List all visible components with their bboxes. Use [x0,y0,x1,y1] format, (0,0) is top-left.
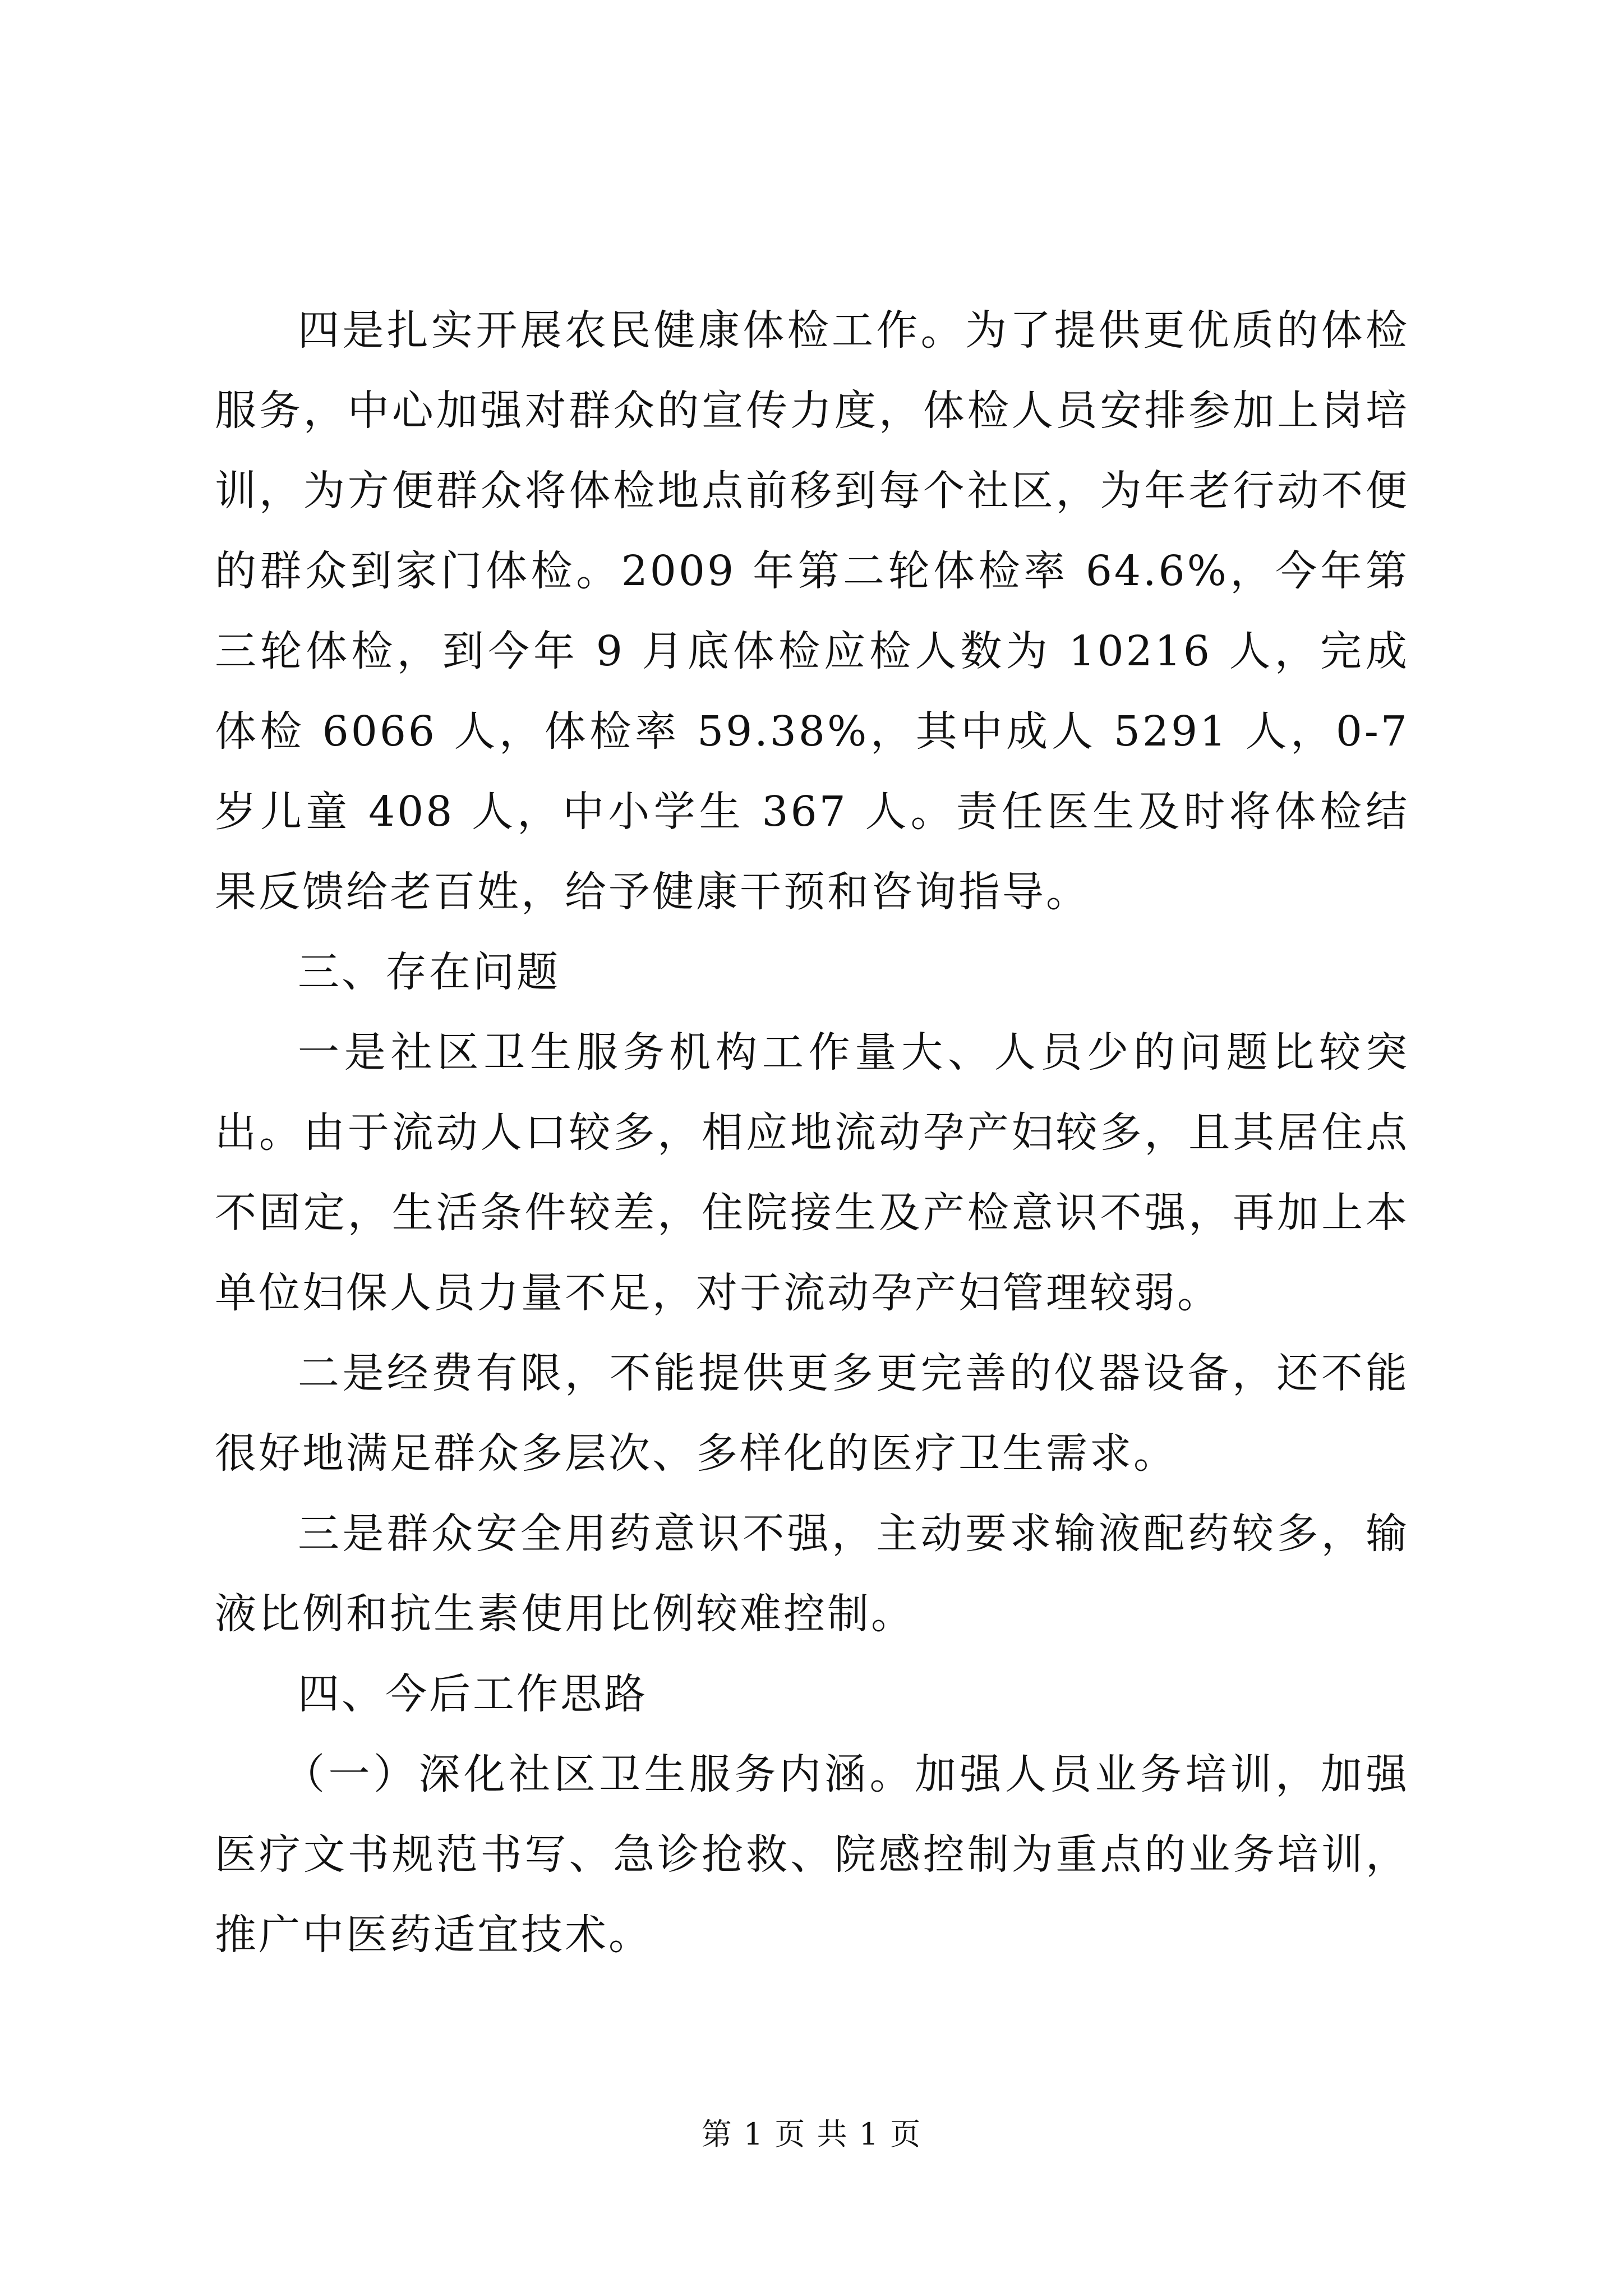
page-footer: 第 1 页 共 1 页 [701,2116,922,2152]
section-heading-problems: 三、存在问题 [298,948,560,996]
document-body [215,291,1409,1975]
paragraph-problem-medication: 三是群众安全用药意识不强，主动要求输液配药较多，输液比例和抗生素使用比例较难控制。 [215,1510,1409,1638]
paragraph-health-checkup: 四是扎实开展农民健康体检工作。为了提供更优质的体检服务，中心加强对群众的宣传力度，体检人员安排参加上岗培训，为方便群众将体检地点前移到每个社区，为年老行动不便的群众到家门体检。2009 年第二轮体检率 64.6%，今年第三轮体检，到今年 9 月底体检应检人数为 10216 人，完成体检 6066 人，体检率 59.38%，其中成人 5291 人，0-7 岁儿童 408 人，中小学生 367 人。责任医生及时将体检结果反馈给老百姓，给予健康干预和咨询指导。 [215,306,1409,916]
paragraph-problem-funding: 二是经费有限，不能提供更多更完善的仪器设备，还不能很好地满足群众多层次、多样化的医疗卫生需求。 [215,1349,1409,1478]
paragraph-future-plan-1: （一）深化社区卫生服务内涵。加强人员业务培训，加强医疗文书规范书写、急诊抢救、院感控制为重点的业务培训，推广中医药适宜技术。 [215,1750,1409,1959]
paragraph-problem-staffing: 一是社区卫生服务机构工作量大、人员少的问题比较突出。由于流动人口较多，相应地流动孕产妇较多，且其居住点不固定，生活条件较差，住院接生及产检意识不强，再加上本单位妇保人员力量不足，对于流动孕产妇管理较弱。 [215,1028,1409,1317]
section-heading-future-plans: 四、今后工作思路 [298,1670,648,1718]
